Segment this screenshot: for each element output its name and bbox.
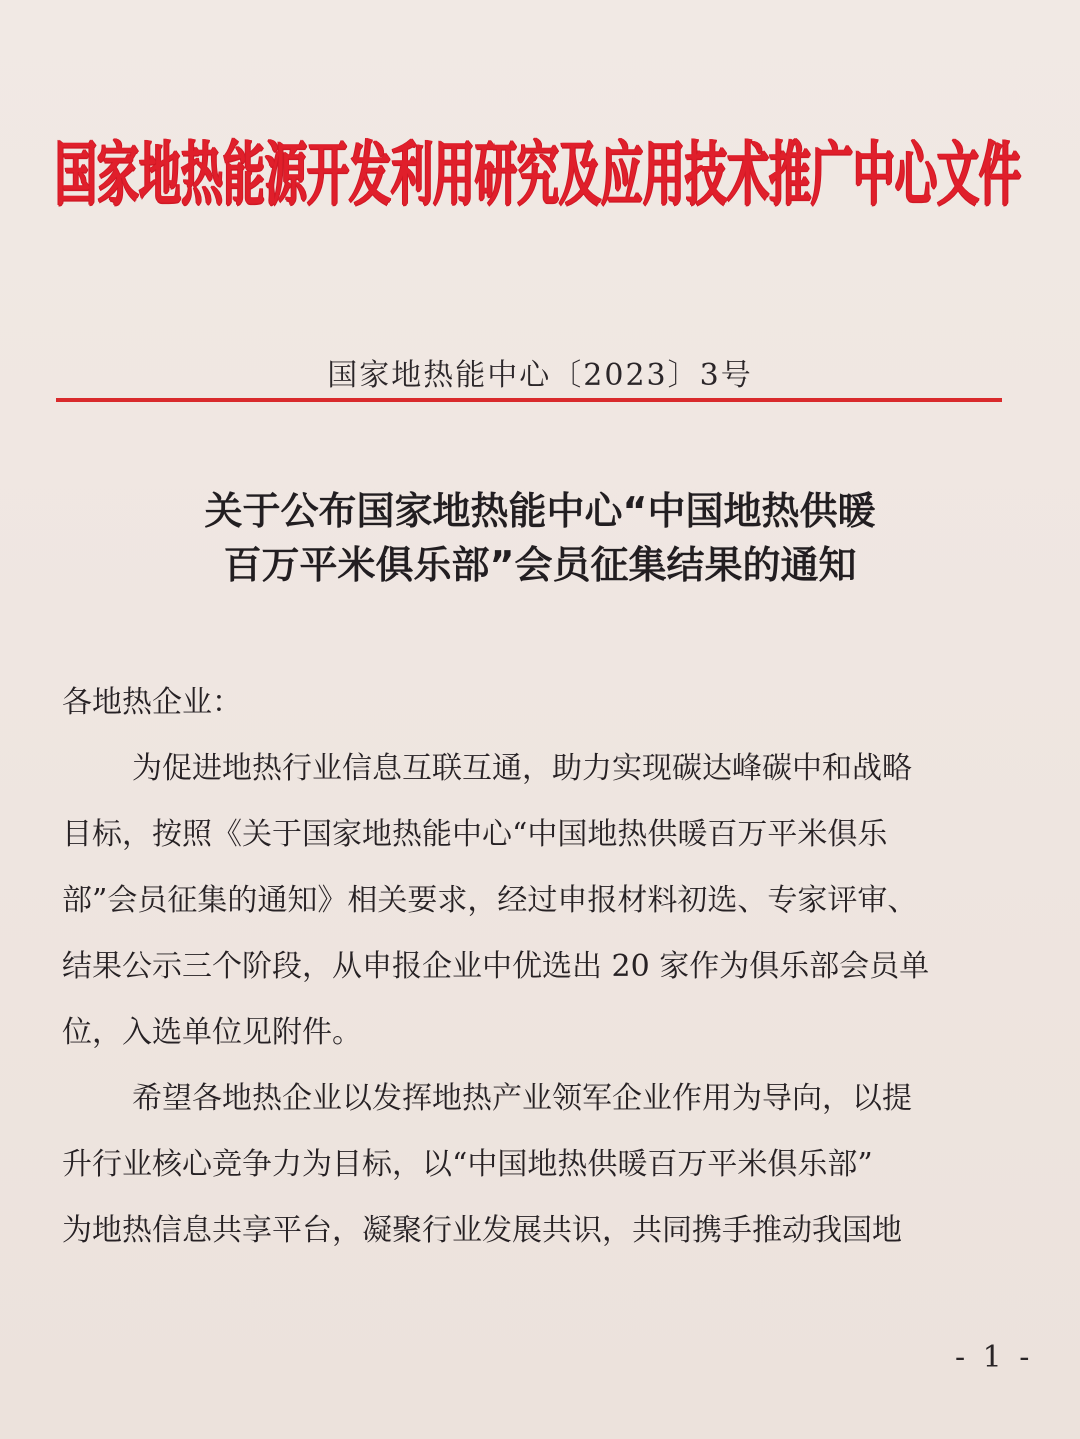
paragraph-2-line: 为地热信息共享平台，凝聚行业发展共识，共同携手推动我国地: [62, 1213, 902, 1248]
paragraph-2-line: 升行业核心竞争力为目标，以“中国地热供暖百万平米俱乐部”: [62, 1147, 873, 1182]
notice-title-line-2: 百万平米俱乐部”会员征集结果的通知: [223, 543, 857, 587]
document-body: [62, 670, 1030, 1264]
page-number: - 1 -: [955, 1340, 1034, 1375]
salutation: 各地热企业：: [62, 685, 242, 720]
paragraph-1-line: 为促进地热行业信息互联互通，助力实现碳达峰碳中和战略: [132, 751, 912, 786]
paragraph-1-line: 结果公示三个阶段，从申报企业中优选出 20 家作为俱乐部会员单: [62, 949, 930, 984]
paragraph-1-line: 部”会员征集的通知》相关要求，经过申报材料初选、专家评审、: [62, 883, 918, 918]
notice-title-line-1: 关于公布国家地热能中心“中国地热供暖: [204, 489, 876, 533]
document-number: 国家地热能中心〔2023〕3号: [327, 358, 753, 393]
notice-title: [0, 484, 1080, 592]
paragraph-1-line: 位，入选单位见附件。: [62, 1015, 362, 1050]
paragraph-1-line: 目标，按照《关于国家地热能中心“中国地热供暖百万平米俱乐: [62, 817, 888, 852]
letterhead-title: 国家地热能源开发利用研究及应用技术推广中心文件: [55, 133, 1022, 215]
paragraph-2-line: 希望各地热企业以发挥地热产业领军企业作用为导向，以提: [132, 1081, 912, 1116]
red-divider-line: [56, 398, 1002, 402]
